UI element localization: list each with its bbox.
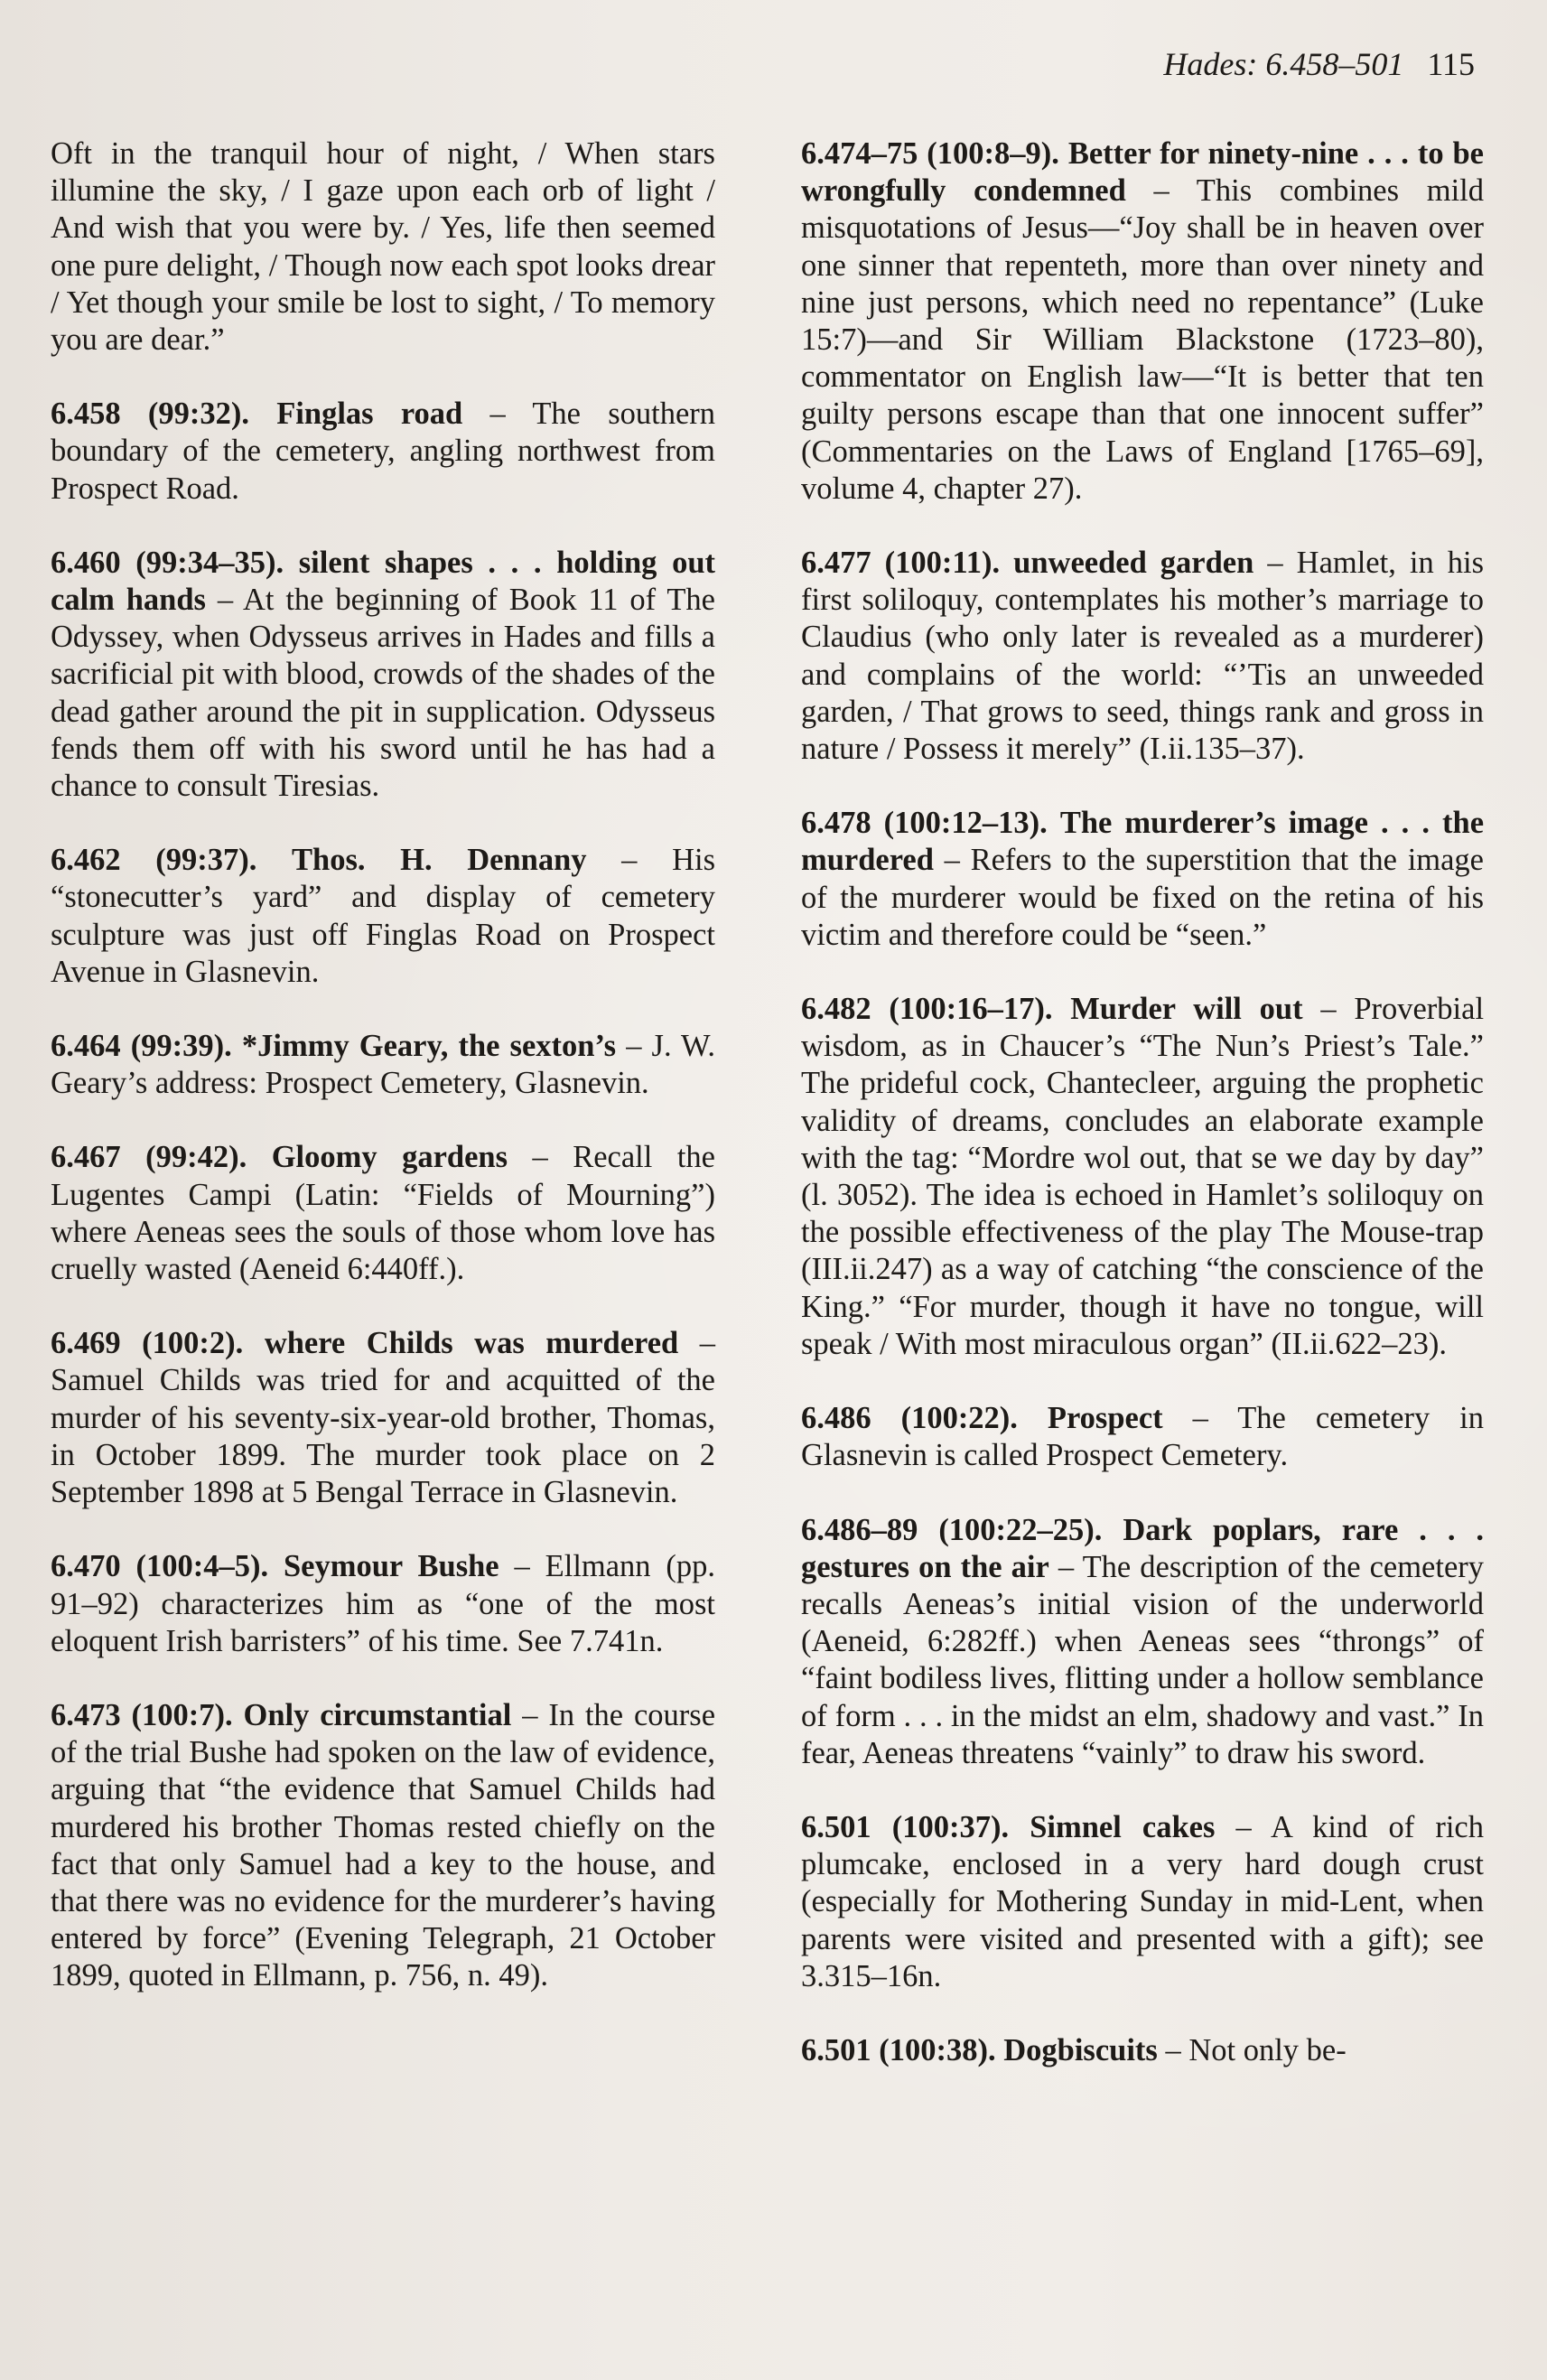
note-text: Ellmann (pp. 91–92) characterizes him as “one of the most eloquent Irish barristers” of his time. See 7.741n. [51,1549,716,1658]
note-lemma: Simnel cakes [1030,1809,1216,1844]
note-separator: – [1267,546,1283,581]
note-lemma: *Jimmy Geary, the sexton’s [241,1029,617,1064]
annotation-entry [801,1512,1484,1772]
note-reference: 6.460 (99:34–35). [51,545,284,580]
note-reference: 6.486–89 (100:22–25). [801,1512,1103,1547]
note-lemma: silent shapes . . . holding out calm hands [51,545,715,618]
note-separator: – [522,1697,538,1732]
note-reference: 6.482 (100:16–17). [801,992,1053,1027]
annotation-entry [51,1548,715,1660]
note-lemma: unweeded garden [1013,546,1254,581]
annotation-entry [51,396,715,508]
note-text: At the beginning of Book 11 of The Odyssey, when Odysseus arrives in Hades and fills a sacrificial pit with blood, crowds of the shades of the dead gather around the pit in supplication. Odysseus fends them off with his sword until he has had a chance to consult Tiresias. [51,583,715,804]
note-reference: 6.464 (99:39). [51,1029,232,1064]
note-reference: 6.469 (100:2). [51,1326,244,1361]
note-separator: – [514,1549,530,1584]
note-reference: 6.462 (99:37). [51,843,257,878]
note-lemma: Gloomy gardens [271,1140,508,1175]
note-lemma: Dark poplars, rare . . . gestures on the air [801,1512,1485,1584]
note-separator: – [1153,173,1170,209]
note-lemma: Seymour Bushe [284,1549,499,1584]
note-text: Recall the Lugentes Campi (Latin: “Fields of Mourning”) where Aeneas sees the souls of those whom love has cruelly wasted (Aeneid 6:440ff.). [51,1140,715,1287]
note-lemma: where Childs was murdered [264,1326,679,1361]
note-text: Proverbial wisdom, as in Chaucer’s “The Nun’s Priest’s Tale.” The prideful cock, Chantecleer, arguing the prophetic validity of dreams, concludes an elaborate example with the tag: “Mordre wol out, that se we day by day” (l. 3052). The idea is echoed in Hamlet’s soliloquy on the possible effectiveness of the play The Mouse-trap (III.ii.247) as a way of catching “the conscience of the King.” “For murder, though it have no tongue, will speak / With most miraculous organ” (II.ii.622–23). [801,992,1485,1361]
note-separator: – [1235,1809,1252,1844]
note-text: Refers to the superstition that the image of the murderer would be fixed on the retina of his victim and therefore could be “seen.” [801,843,1484,952]
note-separator: – [621,843,638,878]
note-text: J. W. Geary’s address: Prospect Cemetery, Glasnevin. [51,1029,716,1101]
note-separator: – [1192,1401,1208,1436]
note-lemma: Thos. H. Dennany [292,843,587,878]
annotation-entry [51,1697,715,1995]
running-title: Hades: 6.458–501 [1163,46,1404,82]
note-lemma: Prospect [1047,1401,1163,1436]
note-lemma: Better for ninety-nine . . . to be wrongfully condemned [801,136,1485,209]
annotation-entry [51,1028,715,1102]
annotation-entry [801,545,1484,768]
note-separator: – [944,843,960,878]
note-reference: 6.470 (100:4–5). [51,1549,269,1584]
note-reference: 6.478 (100:12–13). [801,806,1048,841]
annotation-entry [51,545,715,805]
note-separator: – [1165,2032,1181,2067]
note-text: His “stonecutter’s yard” and display of cemetery sculpture was just off Finglas Road on Prospect Avenue in Glasnevin. [51,843,715,989]
running-header [1163,45,1475,83]
left-column [51,135,715,2032]
note-text: The cemetery in Glasnevin is called Prospect Cemetery. [801,1401,1485,1473]
note-reference: 6.501 (100:37). [801,1809,1010,1844]
annotation-entry [801,1400,1484,1474]
note-text: A kind of rich plumcake, enclosed in a very hard dough crust (especially for Mothering Sunday in mid-Lent, when parents were visited and presented with a gift); see 3.315–16n. [801,1809,1484,1993]
note-reference: 6.458 (99:32). [51,397,249,432]
note-text: The description of the cemetery recalls Aeneas’s initial vision of the underworld (Aeneid, 6:282ff.) when Aeneas sees “throngs” of “faint bodiless lives, flitting under a hollow semblance of form . . . in the midst an elm, shadowy and vast.” In fear, Aeneas threatens “vainly” to draw his sword. [801,1549,1485,1770]
note-text: Samuel Childs was tried for and acquitted of the murder of his seventy-six-year-old brother, Thomas, in October 1899. The murder took place on 2 September 1898 at 5 Bengal Terrace in Glasnevin. [51,1363,715,1510]
annotation-entry [801,805,1484,954]
note-text: The southern boundary of the cemetery, angling northwest from Prospect Road. [51,397,716,506]
note-text: Not only be- [1188,2032,1347,2067]
note-separator: – [1320,992,1337,1027]
note-lemma: The murderer’s image . . . the murdered [801,806,1485,878]
note-separator: – [1058,1549,1075,1584]
note-text: Hamlet, in his first soliloquy, contemplates his mother’s marriage to Claudius (who only later is revealed as a murderer) and complains of the world: “’Tis an unweeded garden, / That grows to seed, things rank and gross in nature / Possess it merely” (I.ii.135–37). [801,546,1485,767]
note-text: In the course of the trial Bushe had spoken on the law of evidence, arguing that “the evidence that Samuel Childs had murdered his brother Thomas rested chiefly on the fact that only Samuel had a key to the house, and that there was no evidence for the murderer’s having entered by force” (Evening Telegraph, 21 October 1899, quoted in Ellmann, p. 756, n. 49). [51,1697,716,1993]
note-separator: – [532,1140,548,1175]
note-lemma: Murder will out [1070,992,1303,1027]
annotation-entry [51,842,715,991]
note-lemma: Finglas road [276,397,463,432]
annotation-entry [51,1325,715,1511]
annotation-entry [801,1809,1484,1995]
note-separator: – [699,1326,716,1361]
note-separator: – [217,583,234,618]
note-reference: 6.474–75 (100:8–9). [801,136,1059,171]
page-number: 115 [1427,46,1475,82]
note-reference: 6.477 (100:11). [801,546,1001,581]
note-lemma: Only circumstantial [243,1697,512,1732]
right-column [801,135,1484,2106]
note-text: This combines mild misquotations of Jesus—“Joy shall be in heaven over one sinner that repenteth, more than over ninety and nine just persons, which need no repentance” (Luke 15:7)—and Sir William Blackstone (1723–80), commentator on English law—“It is better that ten guilty persons escape than that one innocent suffer” (Commentaries on the Laws of England [1765–69], volume 4, chapter 27). [801,173,1484,506]
annotation-entry [51,1139,715,1288]
annotation-entry [801,2032,1484,2069]
annotation-entry [801,135,1484,508]
note-separator: – [626,1029,642,1064]
note-separator: – [489,397,506,432]
note-reference: 6.473 (100:7). [51,1697,233,1732]
note-reference: 6.501 (100:38). [801,2032,996,2067]
note-reference: 6.467 (99:42). [51,1140,247,1175]
note-lemma: Dogbiscuits [1003,2032,1158,2067]
note-reference: 6.486 (100:22). [801,1401,1018,1436]
annotation-entry [801,991,1484,1363]
poem-continuation: Oft in the tranquil hour of night, / When stars illumine the sky, / I gaze upon each orb of light / And wish that you were by. / Yes, life then seemed one pure delight, / Though now each spot looks drear / Yet though your smile be lost to sight, / To memory you are dear.” [51,136,715,358]
